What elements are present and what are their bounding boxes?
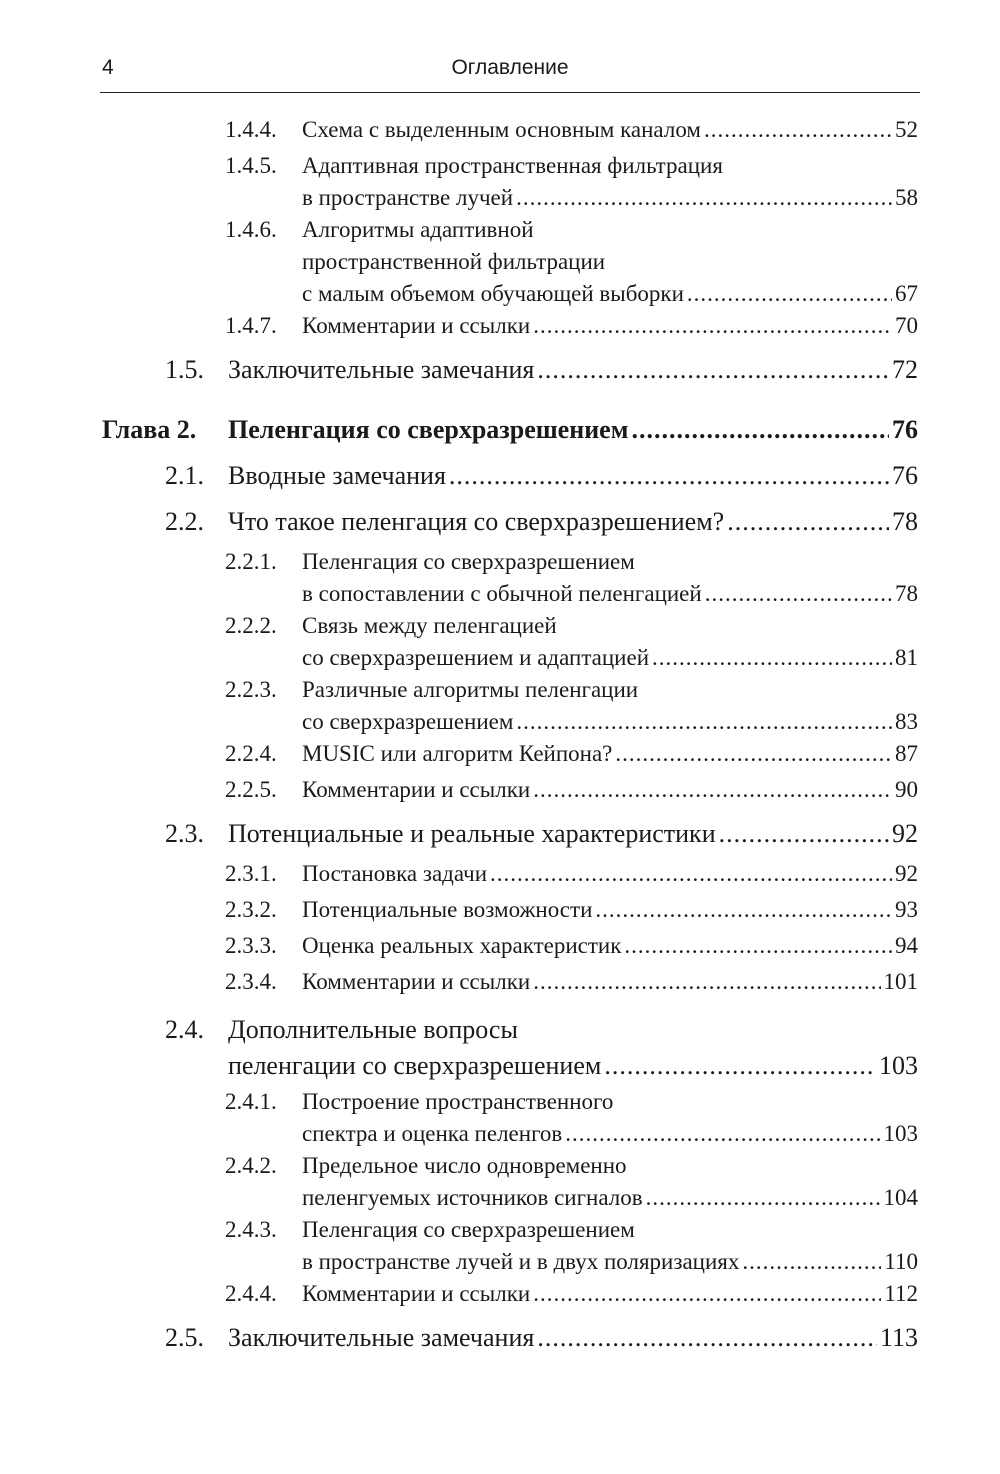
toc-entry-title: пеленгации со сверхразрешением	[228, 1051, 602, 1080]
toc-entry-leader-row	[302, 310, 918, 342]
toc-entry-number: 2.3.	[165, 819, 204, 848]
dot-leader	[516, 706, 892, 738]
toc-entry-leader-row	[228, 504, 918, 540]
toc-entry-title-line: Предельное число одновременно	[302, 1153, 627, 1178]
toc-entry-number: 2.4.3.	[225, 1217, 277, 1242]
dot-leader	[727, 504, 889, 540]
toc-entry-number: 2.5.	[165, 1323, 204, 1352]
toc-entry-title-line: пространственной фильтрации	[302, 249, 606, 274]
toc-entry-number: 2.3.1.	[225, 861, 277, 886]
dot-leader	[533, 1278, 881, 1310]
toc-entry-title-line: Связь между пеленгацией	[302, 613, 557, 638]
dot-leader	[537, 1320, 877, 1356]
dot-leader	[687, 278, 892, 310]
dot-leader	[624, 930, 892, 962]
toc-entry-number: 2.2.1.	[225, 549, 277, 574]
toc-entry-title: Комментарии и ссылки	[302, 1281, 531, 1306]
toc-entry-leader-row	[228, 1048, 918, 1084]
dot-leader	[652, 642, 892, 674]
toc-entry-leader-row	[302, 706, 918, 738]
toc-entry-page: 87	[895, 741, 918, 766]
toc-entry-number: 2.2.5.	[225, 777, 277, 802]
toc-entry-leader-row	[302, 858, 918, 890]
toc-entry-number: 2.1.	[165, 461, 204, 490]
toc-entry-title: Комментарии и ссылки	[302, 313, 531, 338]
toc-entry-number: 1.5.	[165, 355, 204, 384]
toc-entry-leader-row	[302, 114, 918, 146]
toc-entry-leader-row	[228, 816, 918, 852]
toc-entry-number: 2.2.4.	[225, 741, 277, 766]
toc-entry-page: 58	[895, 185, 918, 210]
toc-entry-leader-row	[302, 930, 918, 962]
toc-entry-page: 94	[895, 933, 918, 958]
toc-entry-number: 2.4.1.	[225, 1089, 277, 1114]
toc-entry-number: 1.4.4.	[225, 117, 277, 142]
toc-entry-title: Схема с выделенным основным каналом	[302, 117, 701, 142]
toc-entry-page: 92	[892, 819, 918, 848]
dot-leader	[705, 578, 892, 610]
toc-entry-title-line: Пеленгация со сверхразрешением	[302, 1217, 635, 1242]
dot-leader	[490, 858, 892, 890]
toc-entry-title: со сверхразрешением	[302, 709, 514, 734]
dot-leader	[533, 774, 892, 806]
toc-entry-title: со сверхразрешением и адаптацией	[302, 645, 650, 670]
dot-leader	[595, 894, 892, 926]
toc-entry-title: Пеленгация со сверхразрешением	[228, 415, 629, 444]
page-number: 4	[102, 56, 114, 79]
toc-entry-number: 2.4.	[165, 1015, 204, 1044]
toc-entry-number: 2.4.2.	[225, 1153, 277, 1178]
toc-entry-title: Что такое пеленгация со сверхразрешением?	[228, 507, 725, 536]
toc-entry-number: 2.3.4.	[225, 969, 277, 994]
toc-entry-page: 72	[892, 355, 918, 384]
toc-entry-leader-row	[228, 412, 918, 448]
toc-entry-page: 93	[895, 897, 918, 922]
toc-entry-number: 2.4.4.	[225, 1281, 277, 1306]
toc-entry-page: 83	[895, 709, 918, 734]
toc-entry-title: Заключительные замечания	[228, 1323, 535, 1352]
toc-entry-number: 2.3.3.	[225, 933, 277, 958]
toc-entry-number: 1.4.5.	[225, 153, 277, 178]
toc-entry-number: 1.4.6.	[225, 217, 277, 242]
toc-entry-title-line: Адаптивная пространственная фильтрация	[302, 153, 723, 178]
toc-entry-page: 76	[892, 461, 918, 490]
toc-entry-leader-row	[302, 1246, 918, 1278]
toc-entry-number: 2.2.2.	[225, 613, 277, 638]
toc-entry-leader-row	[302, 1182, 918, 1214]
toc-entry-leader-row	[228, 1320, 918, 1356]
toc-entry-page: 78	[892, 507, 918, 536]
toc-entry-title: с малым объемом обучающей выборки	[302, 281, 684, 306]
dot-leader	[742, 1246, 881, 1278]
dot-leader	[516, 182, 892, 214]
dot-leader	[533, 966, 880, 998]
toc-entry-page: 52	[895, 117, 918, 142]
dot-leader	[449, 458, 889, 494]
toc-entry-page: 113	[879, 1323, 918, 1352]
toc-entry-page: 92	[895, 861, 918, 886]
toc-entry-page: 67	[895, 281, 918, 306]
toc-entry-title: MUSIC или алгоритм Кейпона?	[302, 741, 613, 766]
dot-leader	[533, 310, 892, 342]
toc-entry-title: Вводные замечания	[228, 461, 446, 490]
toc-entry-title-line: Алгоритмы адаптивной	[302, 217, 534, 242]
toc-entry-title: Заключительные замечания	[228, 355, 535, 384]
toc-entry-leader-row	[302, 774, 918, 806]
toc-entry-leader-row	[302, 894, 918, 926]
toc-entry-page: 103	[883, 1121, 918, 1146]
dot-leader	[615, 738, 892, 770]
toc-entry-title: в сопоставлении с обычной пеленгацией	[302, 581, 702, 606]
toc-entry-title: Постановка задачи	[302, 861, 488, 886]
toc-entry-leader-row	[302, 1278, 918, 1310]
toc-entry-page: 70	[895, 313, 918, 338]
toc-entry-title: пеленгуемых источников сигналов	[302, 1185, 643, 1210]
toc-entry-leader-row	[302, 182, 918, 214]
toc-entry-title: Потенциальные возможности	[302, 897, 593, 922]
dot-leader	[704, 114, 892, 146]
toc-entry-title-line: Дополнительные вопросы	[228, 1015, 518, 1044]
toc-entry-number: Глава 2.	[102, 415, 197, 444]
toc-entry-page: 112	[884, 1281, 918, 1306]
toc-entry-leader-row	[302, 738, 918, 770]
toc-entry-leader-row	[228, 352, 918, 388]
toc-entry-leader-row	[302, 578, 918, 610]
toc-entry-page: 104	[883, 1185, 918, 1210]
toc-entry-title: спектра и оценка пеленгов	[302, 1121, 563, 1146]
toc-entry-page: 78	[895, 581, 918, 606]
toc-entry-title: Комментарии и ссылки	[302, 777, 531, 802]
toc-entry-title: в пространстве лучей	[302, 185, 514, 210]
toc-entry-title: в пространстве лучей и в двух поляризациях	[302, 1249, 740, 1274]
toc-entry-page: 76	[892, 415, 918, 444]
toc-entry-title: Потенциальные и реальные характеристики	[228, 819, 716, 848]
toc-entry-title-line: Построение пространственного	[302, 1089, 614, 1114]
dot-leader	[719, 816, 889, 852]
toc-entry-number: 1.4.7.	[225, 313, 277, 338]
dot-leader	[565, 1118, 880, 1150]
toc-entry-page: 110	[884, 1249, 918, 1274]
dot-leader	[604, 1048, 876, 1084]
toc-entry-leader-row	[302, 278, 918, 310]
toc-entry-title-line: Пеленгация со сверхразрешением	[302, 549, 635, 574]
toc-entry-number: 2.3.2.	[225, 897, 277, 922]
toc-entry-leader-row	[302, 966, 918, 998]
toc-entry-number: 2.2.	[165, 507, 204, 536]
toc-entry-page: 81	[895, 645, 918, 670]
toc-entry-title: Комментарии и ссылки	[302, 969, 531, 994]
toc-entry-title-line: Различные алгоритмы пеленгации	[302, 677, 639, 702]
toc-entry-number: 2.2.3.	[225, 677, 277, 702]
toc-entry-leader-row	[302, 642, 918, 674]
toc-entry-page: 90	[895, 777, 918, 802]
toc-entry-leader-row	[302, 1118, 918, 1150]
toc-entry-leader-row	[228, 458, 918, 494]
toc-entry-title: Оценка реальных характеристик	[302, 933, 622, 958]
dot-leader	[646, 1182, 881, 1214]
dot-leader	[631, 412, 889, 448]
page-header-title: Оглавление	[451, 56, 569, 79]
toc-entry-page: 103	[879, 1051, 918, 1080]
toc-entry-page: 101	[883, 969, 918, 994]
dot-leader	[537, 352, 889, 388]
